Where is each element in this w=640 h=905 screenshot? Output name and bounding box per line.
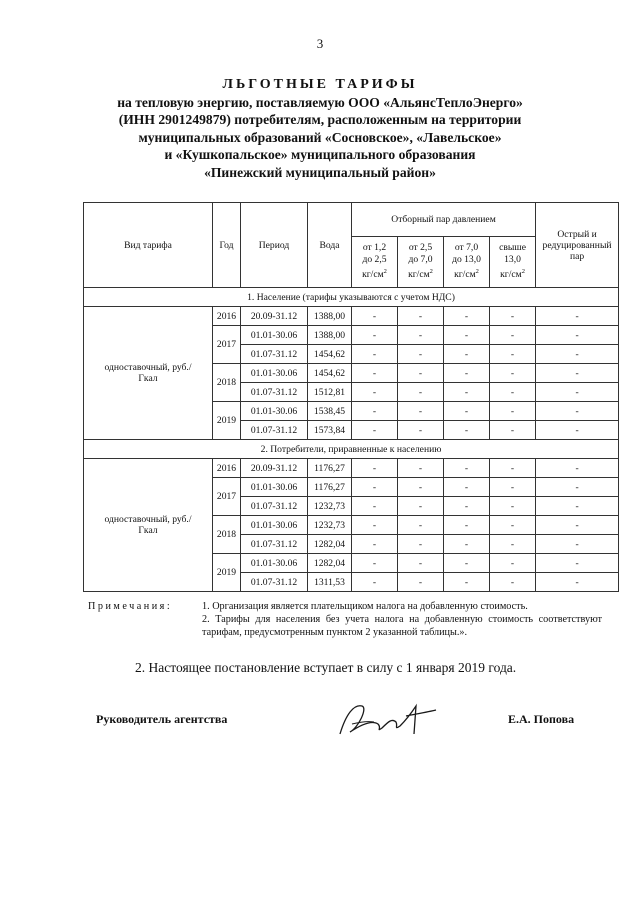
water-cell: 1454,62 (308, 345, 352, 364)
dash-cell: - (490, 478, 536, 497)
title-line: «Пинежский муниципальный район» (204, 164, 436, 180)
period-cell: 20.09-31.12 (241, 459, 308, 478)
dash-cell: - (398, 497, 444, 516)
header-water: Вода (308, 203, 352, 288)
steam-col-line1: свыше (499, 242, 526, 254)
dash-cell: - (536, 573, 619, 592)
dash-cell: - (490, 326, 536, 345)
document-title (0, 76, 640, 181)
year-cell: 2016 (213, 307, 241, 326)
dash-cell: - (490, 516, 536, 535)
water-cell: 1282,04 (308, 535, 352, 554)
water-cell: 1282,04 (308, 554, 352, 573)
period-cell: 01.01-30.06 (241, 402, 308, 421)
dash-cell: - (398, 516, 444, 535)
dash-cell: - (490, 307, 536, 326)
dash-cell: - (490, 402, 536, 421)
title-line: на тепловую энергию, поставляемую ООО «АльянсТеплоЭнерго» (117, 94, 523, 110)
year-cell: 2019 (213, 402, 241, 440)
dash-cell: - (398, 535, 444, 554)
dash-cell: - (398, 573, 444, 592)
dash-cell: - (490, 459, 536, 478)
dash-cell: - (536, 459, 619, 478)
water-cell: 1232,73 (308, 516, 352, 535)
dash-cell: - (490, 345, 536, 364)
water-cell: 1388,00 (308, 326, 352, 345)
dash-cell: - (444, 364, 490, 383)
header-period: Период (241, 203, 308, 288)
dash-cell: - (444, 573, 490, 592)
dash-cell: - (398, 402, 444, 421)
header-year: Год (213, 203, 241, 288)
dash-cell: - (398, 383, 444, 402)
dash-cell: - (490, 497, 536, 516)
dash-cell: - (444, 421, 490, 440)
dash-cell: - (536, 535, 619, 554)
title-line: (ИНН 2901249879) потребителям, расположенным на территории (118, 112, 522, 127)
steam-col-line1: от 1,2 (362, 242, 387, 254)
year-cell: 2019 (213, 554, 241, 592)
dash-cell: - (536, 307, 619, 326)
dash-cell: - (352, 554, 398, 573)
year-cell: 2018 (213, 516, 241, 554)
unit-text: кг/см (454, 269, 476, 281)
period-cell: 01.01-30.06 (241, 478, 308, 497)
table-row (84, 307, 619, 326)
dash-cell: - (398, 326, 444, 345)
dash-cell: - (444, 307, 490, 326)
dash-cell: - (398, 364, 444, 383)
steam-col-unit (490, 266, 535, 281)
steam-col-unit (444, 266, 489, 281)
period-cell: 01.01-30.06 (241, 364, 308, 383)
dash-cell: - (352, 383, 398, 402)
period-cell: 01.07-31.12 (241, 573, 308, 592)
period-cell: 01.07-31.12 (241, 535, 308, 554)
tariff-kind: одноставочный, руб./Гкал (84, 459, 213, 592)
page-number: 3 (316, 36, 324, 51)
steam-col-unit (352, 266, 397, 281)
dash-cell: - (444, 535, 490, 554)
decree-text: 2. Настоящее постановление вступает в силу с 1 января 2019 года. (135, 660, 517, 675)
dash-cell: - (352, 307, 398, 326)
dash-cell: - (536, 497, 619, 516)
handwritten-signature (332, 694, 442, 744)
water-cell: 1573,84 (308, 421, 352, 440)
water-cell: 1388,00 (308, 307, 352, 326)
steam-col-line2: до 13,0 (452, 254, 481, 266)
tariff-table (83, 202, 619, 592)
dash-cell: - (352, 478, 398, 497)
steam-col-line2: до 7,0 (408, 254, 433, 266)
dash-cell: - (490, 554, 536, 573)
title-heading: ЛЬГОТНЫЕ ТАРИФЫ (222, 77, 418, 92)
unit-exponent: 2 (383, 268, 387, 276)
dash-cell: - (398, 554, 444, 573)
dash-cell: - (536, 516, 619, 535)
period-cell: 01.01-30.06 (241, 326, 308, 345)
dash-cell: - (490, 535, 536, 554)
water-cell: 1512,81 (308, 383, 352, 402)
header-steam-group: Отборный пар давлением (352, 203, 536, 237)
year-cell: 2017 (213, 326, 241, 364)
period-cell: 01.07-31.12 (241, 421, 308, 440)
steam-col-line2: до 2,5 (362, 254, 387, 266)
tariff-kind: одноставочный, руб./Гкал (84, 307, 213, 440)
unit-exponent: 2 (521, 268, 525, 276)
title-line: и «Кушкопальское» муниципального образования (164, 147, 476, 162)
dash-cell: - (536, 421, 619, 440)
header-steam-col (490, 237, 536, 288)
header-steam-col (444, 237, 490, 288)
steam-col-line2: 13,0 (504, 254, 521, 266)
dash-cell: - (352, 535, 398, 554)
water-cell: 1454,62 (308, 364, 352, 383)
water-cell: 1232,73 (308, 497, 352, 516)
unit-exponent: 2 (475, 268, 479, 276)
dash-cell: - (444, 459, 490, 478)
dash-cell: - (536, 364, 619, 383)
dash-cell: - (444, 383, 490, 402)
dash-cell: - (398, 421, 444, 440)
dash-cell: - (490, 421, 536, 440)
dash-cell: - (352, 402, 398, 421)
dash-cell: - (536, 383, 619, 402)
dash-cell: - (352, 516, 398, 535)
dash-cell: - (398, 478, 444, 497)
dash-cell: - (352, 421, 398, 440)
dash-cell: - (398, 459, 444, 478)
title-line: муниципальных образований «Сосновское», «Лавельское» (138, 129, 502, 145)
period-cell: 01.01-30.06 (241, 554, 308, 573)
dash-cell: - (536, 326, 619, 345)
section-title: 2. Потребители, приравненные к населению (84, 440, 619, 459)
dash-cell: - (444, 326, 490, 345)
year-cell: 2016 (213, 459, 241, 478)
unit-exponent: 2 (429, 268, 433, 276)
steam-col-line1: от 2,5 (408, 242, 433, 254)
dash-cell: - (444, 516, 490, 535)
period-cell: 01.07-31.12 (241, 345, 308, 364)
water-cell: 1176,27 (308, 478, 352, 497)
dash-cell: - (352, 497, 398, 516)
dash-cell: - (352, 345, 398, 364)
note-item: 1. Организация является плательщиком налога на добавленную стоимость. (202, 601, 528, 612)
water-cell: 1311,53 (308, 573, 352, 592)
dash-cell: - (398, 345, 444, 364)
dash-cell: - (398, 307, 444, 326)
dash-cell: - (444, 402, 490, 421)
header-kind: Вид тарифа (84, 203, 213, 288)
signer-name: Е.А. Попова (508, 712, 575, 726)
period-cell: 01.01-30.06 (241, 516, 308, 535)
dash-cell: - (352, 459, 398, 478)
header-steam-col (352, 237, 398, 288)
unit-text: кг/см (408, 269, 430, 281)
dash-cell: - (536, 345, 619, 364)
period-cell: 01.07-31.12 (241, 383, 308, 402)
dash-cell: - (536, 554, 619, 573)
unit-text: кг/см (362, 269, 384, 281)
year-cell: 2018 (213, 364, 241, 402)
steam-col-unit (398, 266, 443, 281)
table-row (84, 459, 619, 478)
year-cell: 2017 (213, 478, 241, 516)
dash-cell: - (444, 554, 490, 573)
dash-cell: - (352, 326, 398, 345)
dash-cell: - (444, 497, 490, 516)
dash-cell: - (352, 573, 398, 592)
notes-label: Примечания: (88, 601, 173, 612)
header-sharp-steam: Острый и редуцированный пар (536, 203, 619, 288)
signer-title: Руководитель агентства (96, 712, 228, 726)
water-cell: 1176,27 (308, 459, 352, 478)
dash-cell: - (490, 383, 536, 402)
dash-cell: - (536, 478, 619, 497)
dash-cell: - (490, 573, 536, 592)
dash-cell: - (352, 364, 398, 383)
dash-cell: - (444, 478, 490, 497)
steam-col-line1: от 7,0 (454, 242, 479, 254)
unit-text: кг/см (500, 269, 522, 281)
section-title: 1. Население (тарифы указываются с учетом НДС) (84, 288, 619, 307)
period-cell: 01.07-31.12 (241, 497, 308, 516)
period-cell: 20.09-31.12 (241, 307, 308, 326)
dash-cell: - (444, 345, 490, 364)
water-cell: 1538,45 (308, 402, 352, 421)
note-item: 2. Тарифы для населения без учета налога на добавленную стоимость соответствуют тарифам, предусмотренным пунктом 2 указанной таблицы.». (202, 614, 602, 638)
header-steam-col (398, 237, 444, 288)
dash-cell: - (536, 402, 619, 421)
dash-cell: - (490, 364, 536, 383)
